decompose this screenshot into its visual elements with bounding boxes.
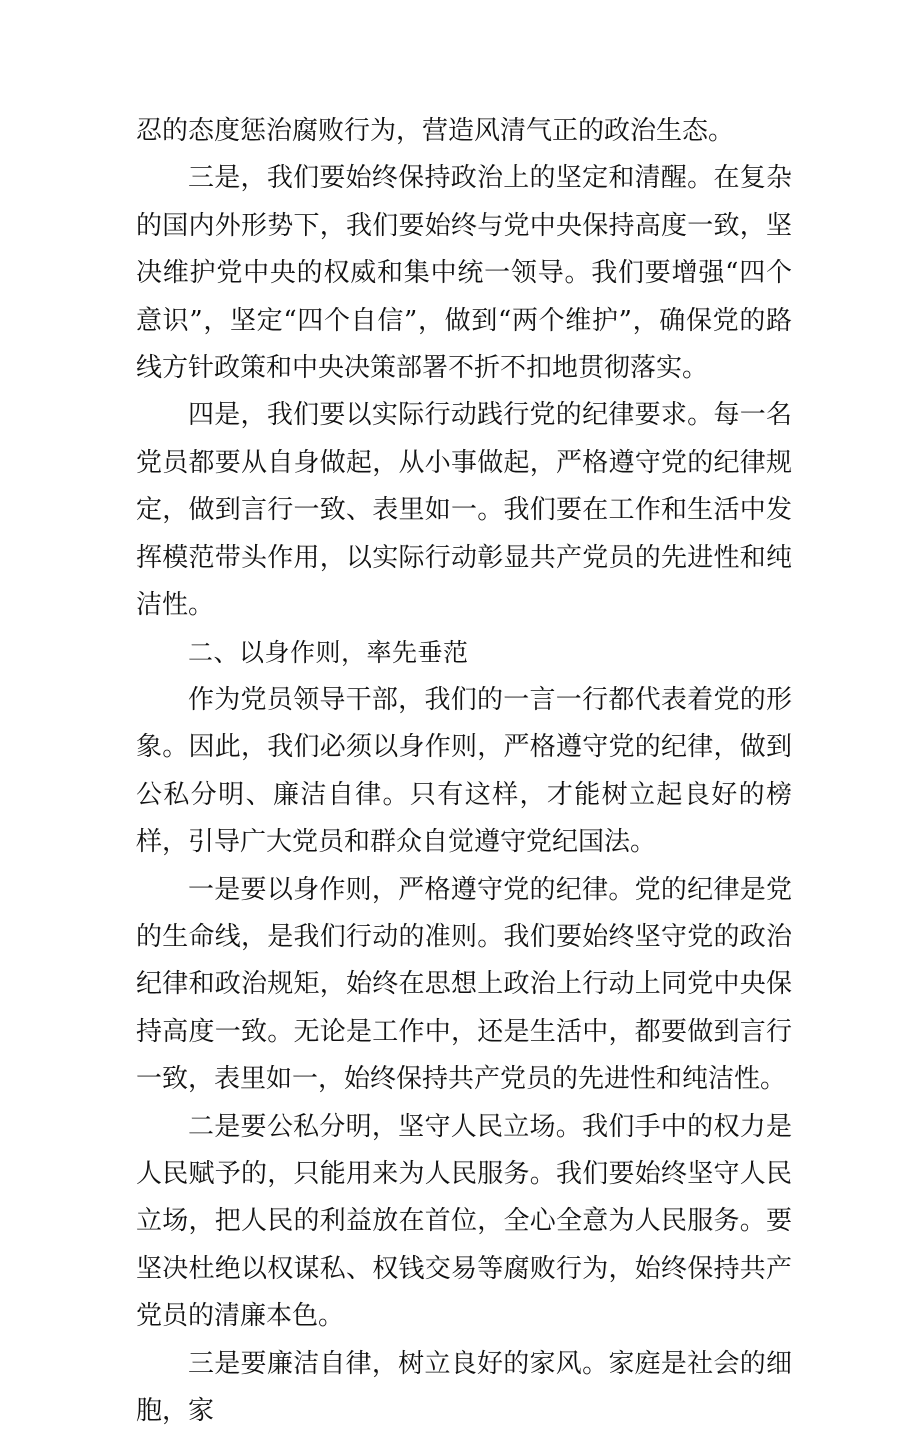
section-heading: 二、以身作则，率先垂范 [188, 638, 469, 668]
paragraph-point-three: 三是，我们要始终保持政治上的坚定和清醒。在复杂的国内外形势下，我们要始终与党中央保持高度一致，坚决维护党中央的权威和集中统一领导。我们要增强“四个意识”，坚定“四个自信”，做到“两个维护”，确保党的路线方针政策和中央决策部署不折不扣地贯彻落实。 [136, 163, 792, 384]
paragraph-continuation: 忍的态度惩治腐败行为，营造风清气正的政治生态。 [136, 116, 735, 146]
paragraph-point-one: 一是要以身作则，严格遵守党的纪律。党的纪律是党的生命线，是我们行动的准则。我们要始终坚守党的政治纪律和政治规矩，始终在思想上政治上行动上同党中央保持高度一致。无论是工作中，还是生活中，都要做到言行一致，表里如一，始终保持共产党员的先进性和纯洁性。 [136, 874, 792, 1095]
paragraph-point-two: 二是要公私分明，坚守人民立场。我们手中的权力是人民赋予的，只能用来为人民服务。我们要始终坚守人民立场，把人民的利益放在首位，全心全意为人民服务。要坚决杜绝以权谋私、权钱交易等腐败行为，始终保持共产党员的清廉本色。 [136, 1111, 792, 1332]
paragraph-point-four: 四是，我们要以实际行动践行党的纪律要求。每一名党员都要从自身做起，从小事做起，严格遵守党的纪律规定，做到言行一致、表里如一。我们要在工作和生活中发挥模范带头作用，以实际行动彰显共产党员的先进性和纯洁性。 [136, 400, 792, 621]
document-body [136, 108, 792, 1435]
paragraph-section-intro: 作为党员领导干部，我们的一言一行都代表着党的形象。因此，我们必须以身作则，严格遵守党的纪律，做到公私分明、廉洁自律。只有这样，才能树立起良好的榜样，引导广大党员和群众自觉遵守党纪国法。 [136, 684, 792, 858]
paragraph-point-three-b: 三是要廉洁自律，树立良好的家风。家庭是社会的细胞，家 [136, 1348, 792, 1426]
